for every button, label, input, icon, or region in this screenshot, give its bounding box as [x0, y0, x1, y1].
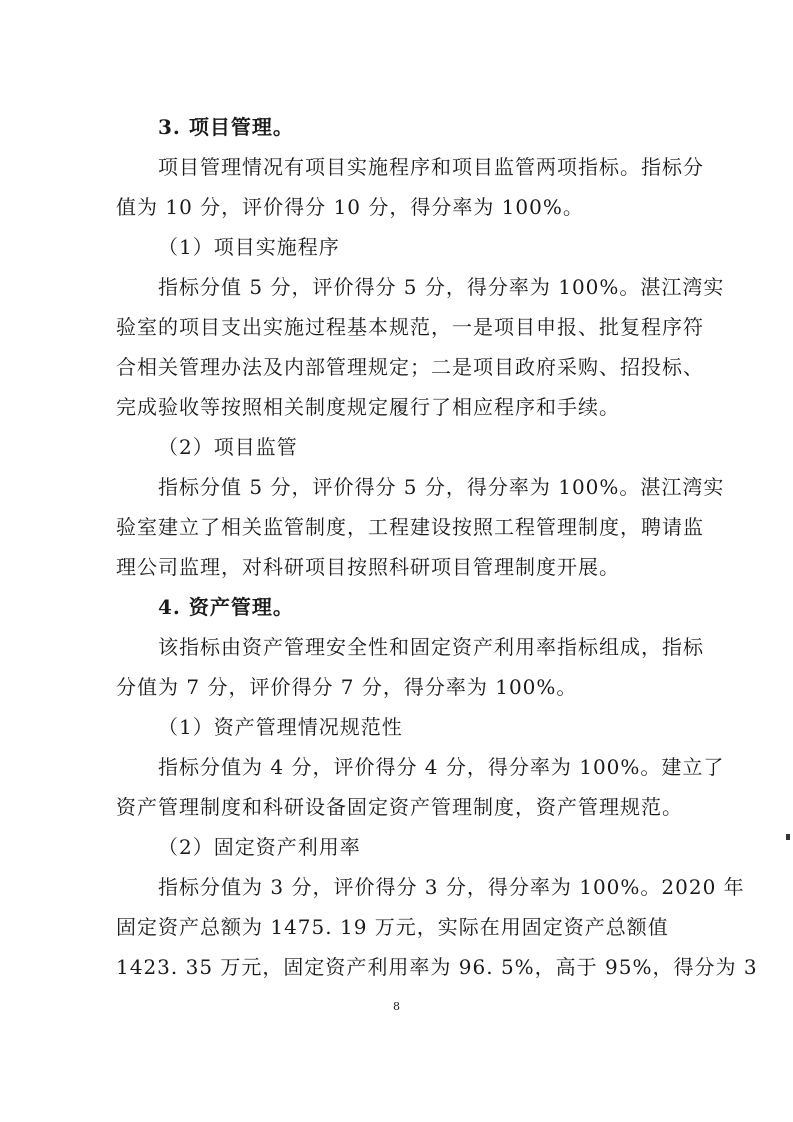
subheading-asset-standard: （1）资产管理情况规范性: [158, 715, 403, 739]
paragraph-line: 分值为 7 分，评价得分 7 分，得分率为 100%。: [116, 675, 578, 699]
paragraph-line: 资产管理制度和科研设备固定资产管理制度，资产管理规范。: [116, 795, 683, 819]
heading-asset-management: 4. 资产管理。: [158, 595, 294, 619]
paragraph-line: 值为 10 分，评价得分 10 分，得分率为 100%。: [116, 195, 584, 219]
paragraph-line: 项目管理情况有项目实施程序和项目监管两项指标。指标分: [158, 155, 704, 179]
paragraph-line: 1423. 35 万元，固定资产利用率为 96. 5%，高于 95%，得分为 3: [116, 955, 758, 979]
paragraph-line: 验室的项目支出实施过程基本规范，一是项目申报、批复程序符: [116, 315, 704, 339]
page-number: 8: [393, 1000, 400, 1013]
paragraph-line: 验室建立了相关监管制度，工程建设按照工程管理制度，聘请监: [116, 515, 704, 539]
paragraph-line: 固定资产总额为 1475. 19 万元，实际在用固定资产总额值: [116, 915, 669, 939]
heading-project-management: 3. 项目管理。: [158, 115, 294, 139]
scan-artifact: [786, 834, 790, 840]
paragraph-line: 指标分值 5 分，评价得分 5 分，得分率为 100%。湛江湾实: [158, 275, 725, 299]
subheading-implementation: （1）项目实施程序: [158, 235, 340, 259]
paragraph-line: 完成验收等按照相关制度规定履行了相应程序和手续。: [116, 395, 620, 419]
subheading-asset-utilization: （2）固定资产利用率: [158, 835, 361, 859]
paragraph-line: 指标分值为 3 分，评价得分 3 分，得分率为 100%。2020 年: [158, 875, 745, 899]
paragraph-line: 指标分值 5 分，评价得分 5 分，得分率为 100%。湛江湾实: [158, 475, 725, 499]
paragraph-line: 该指标由资产管理安全性和固定资产利用率指标组成，指标: [158, 635, 704, 659]
paragraph-line: 理公司监理，对科研项目按照科研项目管理制度开展。: [116, 555, 620, 579]
subheading-supervision: （2）项目监管: [158, 435, 298, 459]
paragraph-line: 指标分值为 4 分，评价得分 4 分，得分率为 100%。建立了: [158, 755, 725, 779]
paragraph-line: 合相关管理办法及内部管理规定；二是项目政府采购、招投标、: [116, 355, 704, 379]
